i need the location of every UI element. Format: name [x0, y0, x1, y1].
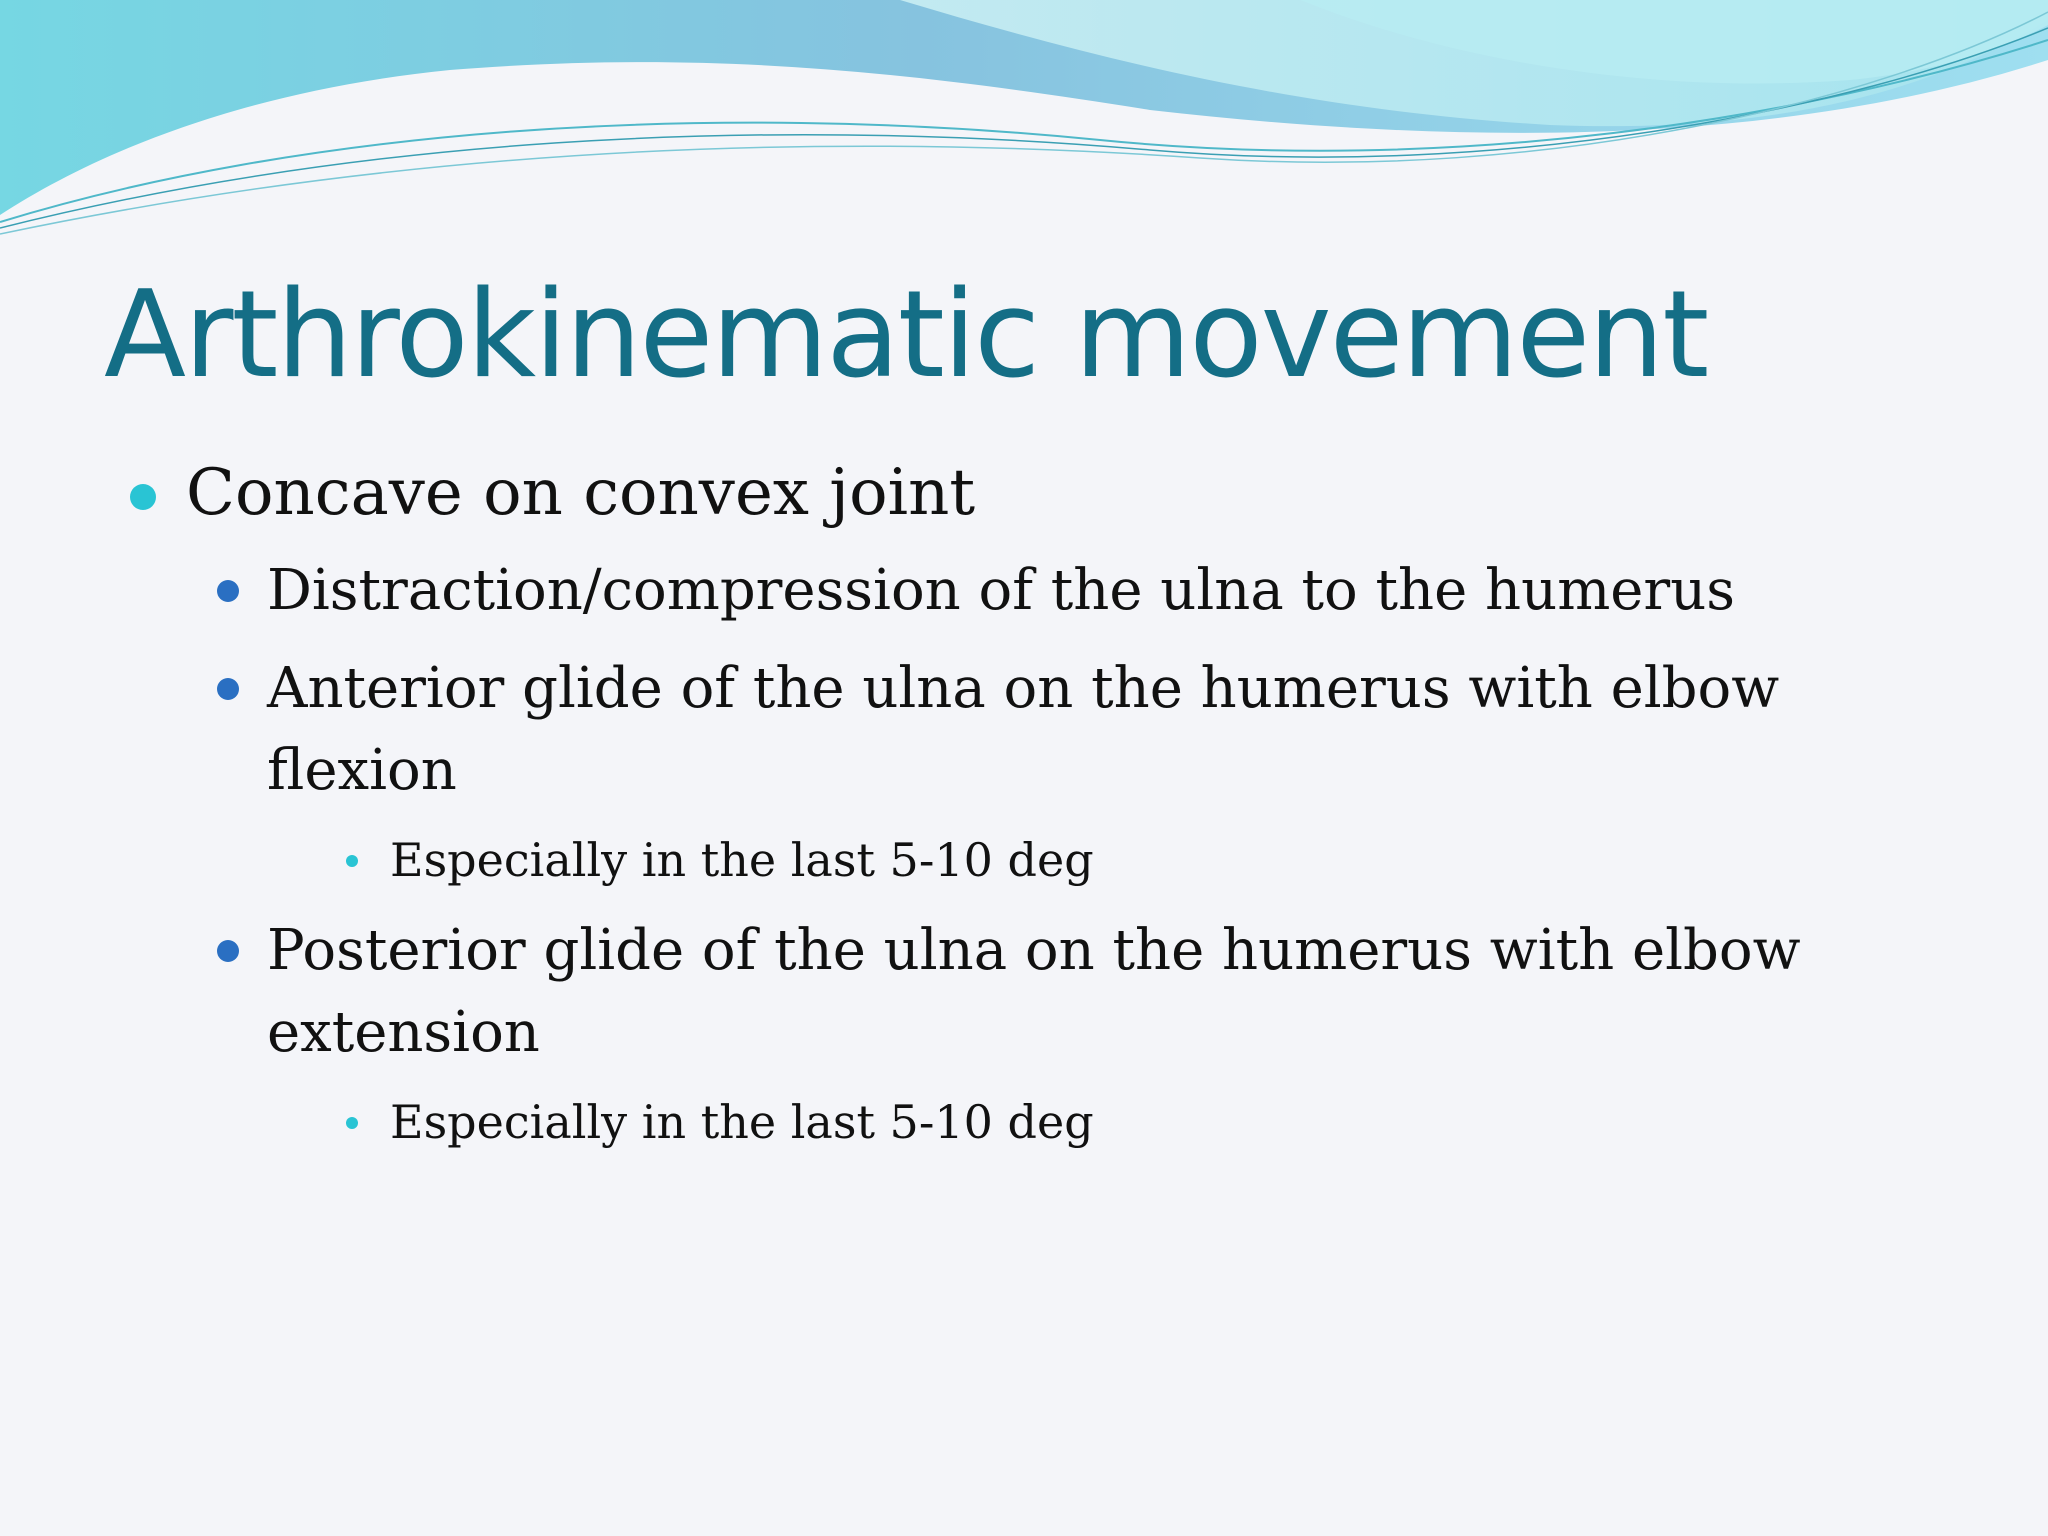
bullet-text-continuation: extension: [267, 1000, 540, 1065]
bullet-dot-icon: [217, 940, 239, 962]
bullet-dot-icon: [217, 580, 239, 602]
bullet-text: Concave on convex joint: [186, 456, 976, 530]
bullet-dot-icon: [346, 1117, 358, 1129]
bullet-item-level3: [390, 1092, 1094, 1152]
slide-title: Arthrokinematic movement: [104, 266, 1708, 405]
bullet-text: Especially in the last 5-10 deg: [390, 833, 1094, 887]
bullet-text: Posterior glide of the ulna on the humerus with elbow: [267, 918, 1801, 983]
bullet-item-level2: [267, 648, 1779, 812]
bullet-item-level2: [267, 550, 1735, 632]
bullet-dot-icon: [217, 678, 239, 700]
bullet-text-continuation: flexion: [267, 738, 457, 803]
bullet-item-level1: [186, 453, 975, 533]
bullet-text: Especially in the last 5-10 deg: [390, 1095, 1094, 1149]
header-wave-decoration: [0, 0, 2048, 240]
bullet-item-level2: [267, 910, 1801, 1074]
bullet-dot-icon: [346, 855, 358, 867]
bullet-text: Anterior glide of the ulna on the humerus with elbow: [267, 656, 1780, 721]
bullet-item-level3: [390, 830, 1094, 890]
bullet-dot-icon: [130, 484, 156, 510]
bullet-text: Distraction/compression of the ulna to the humerus: [267, 558, 1736, 623]
